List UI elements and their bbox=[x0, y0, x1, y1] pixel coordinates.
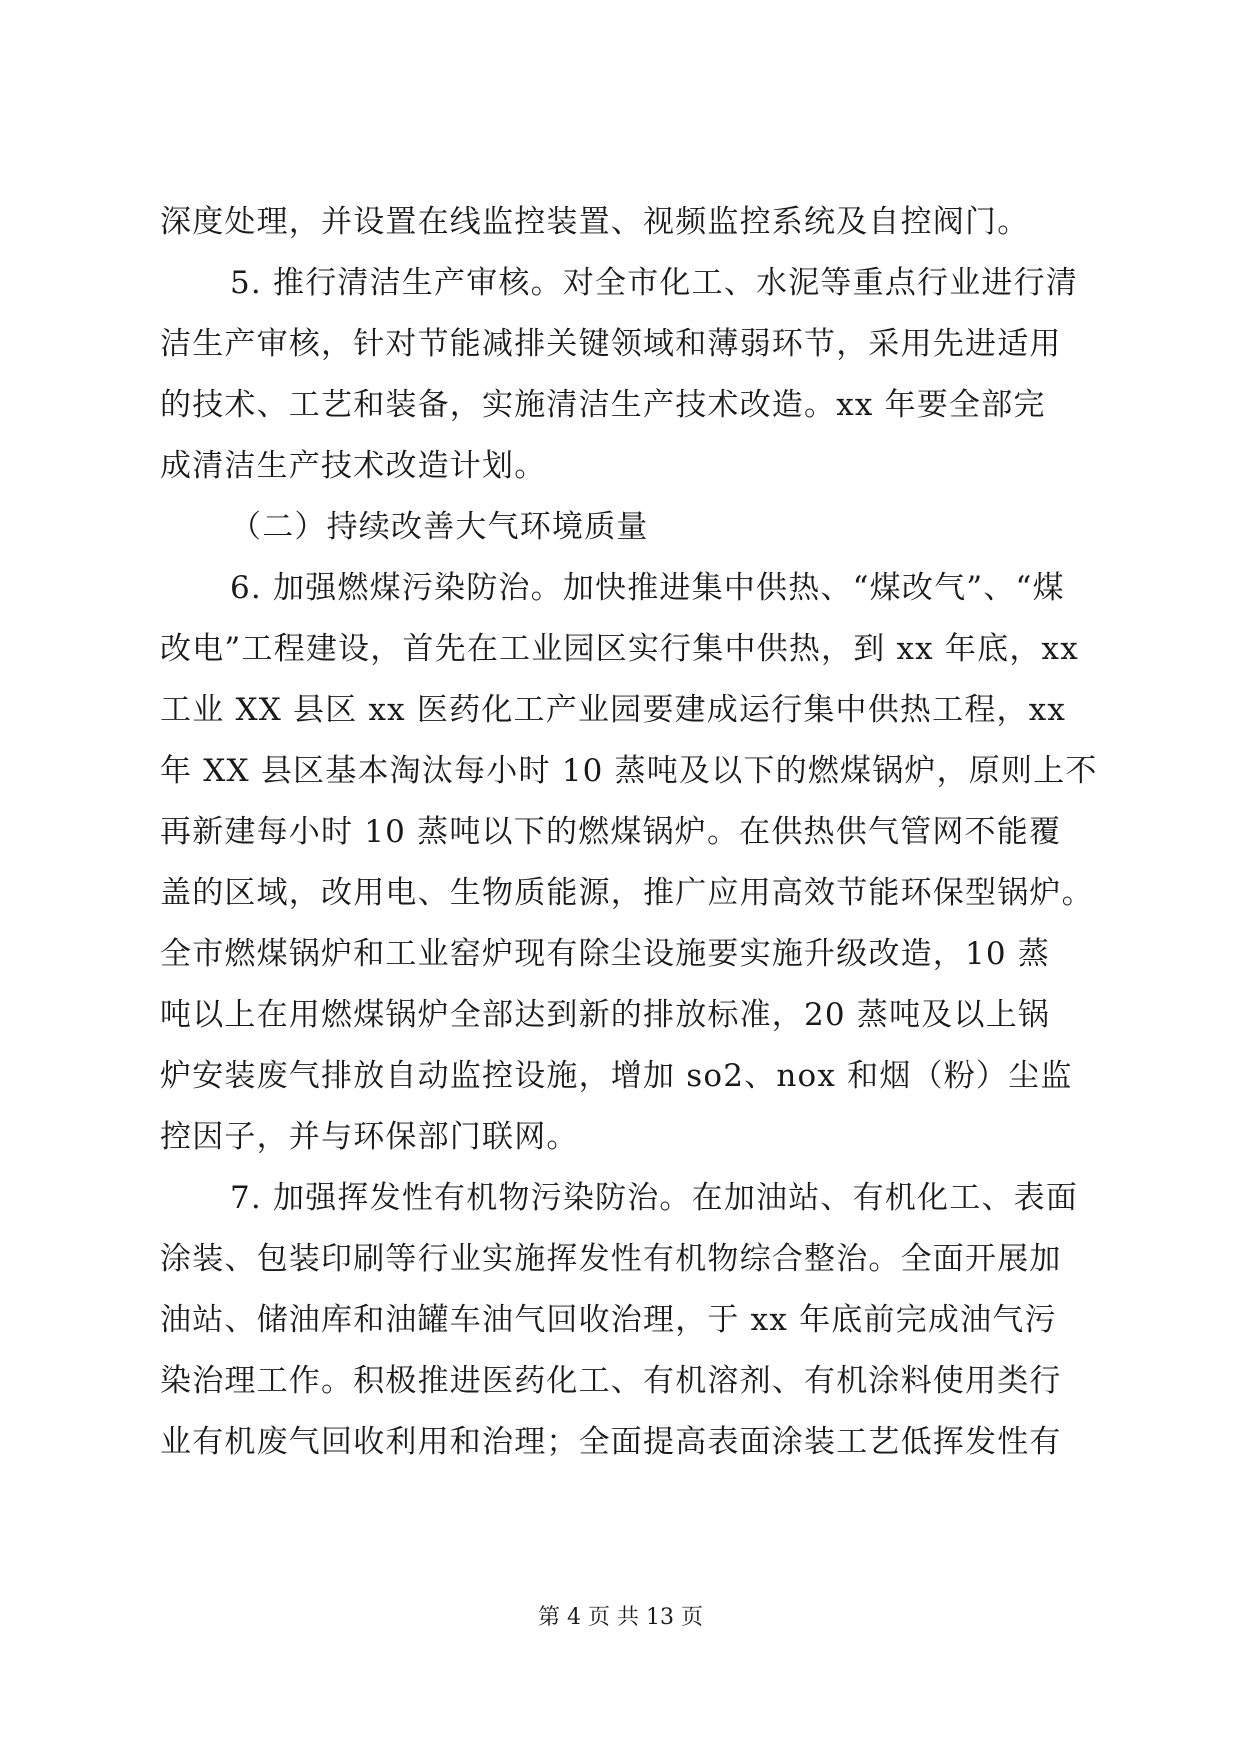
page-footer bbox=[0, 1603, 1241, 1633]
text-line-10: 年 XX 县区基本淘汰每小时 10 蒸吨及以下的燃煤锅炉，原则上不 bbox=[160, 753, 1098, 789]
text-line-2: 5. 推行清洁生产审核。对全市化工、水泥等重点行业进行清 bbox=[230, 265, 1079, 301]
text-line-11: 再新建每小时 10 蒸吨以下的燃煤锅炉。在供热供气管网不能覆 bbox=[160, 814, 1062, 850]
text-line-18: 涂装、包装印刷等行业实施挥发性有机物综合整治。全面开展加 bbox=[160, 1241, 1062, 1277]
text-line-19: 油站、储油库和油罐车油气回收治理，于 xx 年底前完成油气污 bbox=[160, 1302, 1057, 1338]
text-line-4: 的技术、工艺和装备，实施清洁生产技术改造。xx 年要全部完 bbox=[160, 387, 1046, 423]
text-line-14: 吨以上在用燃煤锅炉全部达到新的排放标准，20 蒸吨及以上锅 bbox=[160, 997, 1051, 1033]
text-line-3: 洁生产审核，针对节能减排关键领域和薄弱环节，采用先进适用 bbox=[160, 326, 1062, 362]
text-line-1: 深度处理，并设置在线监控装置、视频监控系统及自控阀门。 bbox=[160, 204, 1030, 240]
text-line-8: 改电”工程建设，首先在工业园区实行集中供热，到 xx 年底，xx bbox=[160, 631, 1079, 667]
text-line-12: 盖的区域，改用电、生物质能源，推广应用高效节能环保型锅炉。 bbox=[160, 875, 1094, 911]
text-line-7: 6. 加强燃煤污染防治。加快推进集中供热、“煤改气”、“煤 bbox=[230, 570, 1065, 606]
text-line-13: 全市燃煤锅炉和工业窑炉现有除尘设施要实施升级改造，10 蒸 bbox=[160, 936, 1051, 972]
text-line-15: 炉安装废气排放自动监控设施，增加 so2、nox 和烟（粉）尘监 bbox=[160, 1058, 1073, 1094]
section-heading: （二）持续改善大气环境质量 bbox=[230, 509, 649, 545]
document-body bbox=[160, 192, 1098, 1473]
text-line-20: 染治理工作。积极推进医药化工、有机溶剂、有机涂料使用类行 bbox=[160, 1363, 1062, 1399]
text-line-5: 成清洁生产技术改造计划。 bbox=[160, 448, 547, 484]
page-number-label: 第 4 页 共 13 页 bbox=[538, 1605, 703, 1630]
text-line-17: 7. 加强挥发性有机物污染防治。在加油站、有机化工、表面 bbox=[230, 1180, 1079, 1216]
text-line-16: 控因子，并与环保部门联网。 bbox=[160, 1119, 579, 1155]
text-line-21: 业有机废气回收利用和治理；全面提高表面涂装工艺低挥发性有 bbox=[160, 1424, 1062, 1460]
text-line-9: 工业 XX 县区 xx 医药化工产业园要建成运行集中供热工程，xx bbox=[160, 692, 1067, 728]
